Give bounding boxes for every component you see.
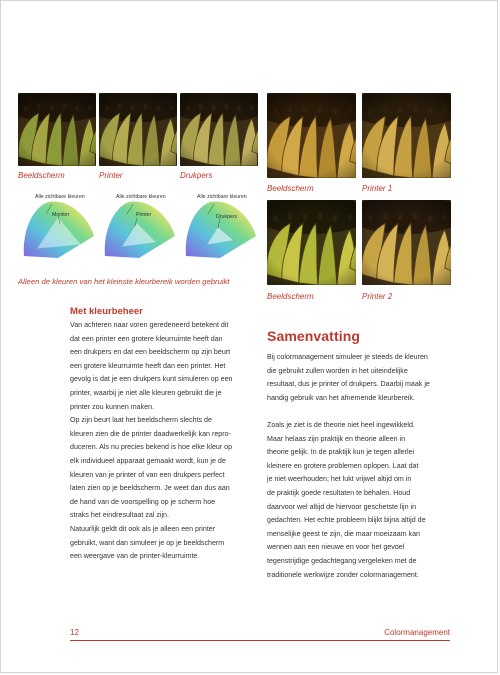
text-line: straks het eindresultaat zal zijn. [70, 511, 169, 520]
photo-drukpers-top [180, 93, 258, 166]
text-line: kleuren van je printer of van een drukpers perfect [70, 470, 225, 479]
page-number: 12 [70, 628, 79, 637]
caption-printer-1: Printer 1 [362, 184, 393, 193]
text-line: kleuren zien die de printer daadwerkelijk kan repro- [70, 429, 231, 438]
text-line: een drukpers en dat een beeldscherm op zijn beurt [70, 348, 231, 357]
photo-beeldscherm-1 [267, 93, 356, 178]
text-line: printer, waarbij je niet alle kleuren gebruikt die je [70, 388, 222, 397]
text-line: een weergave van de printer-kleurruimte. [70, 552, 200, 561]
text-line: menselijke geest te zijn, die maar moeizaam kan [267, 529, 420, 538]
photo-printer-top [99, 93, 177, 166]
text-line: een grotere kleurruimte heeft dan een printer. Het [70, 361, 226, 370]
gamut-label-all-colors-2: Alle zichtbare kleuren [116, 194, 166, 200]
caption-beeldscherm-1: Beeldscherm [267, 184, 314, 193]
caption-drukpers: Drukpers [180, 171, 213, 180]
caption-beeldscherm: Beeldscherm [18, 171, 65, 180]
text-line: Natuurlijk geldt dit ook als je alleen een printer [70, 524, 216, 533]
text-line: Op zijn beurt laat het beeldscherm slechts de [70, 416, 212, 425]
section-heading-samenvatting: Samenvatting [267, 328, 360, 344]
text-line: Zoals je ziet is de theorie niet heel ingewikkeld. [267, 420, 415, 429]
gamut-label-all-colors-3: Alle zichtbare kleuren [197, 194, 247, 200]
footer-rule [70, 640, 450, 641]
gamut-caption: Alleen de kleuren van het kleinste kleurbereik worden gebruikt [18, 277, 230, 286]
running-title: Colormanagement [384, 628, 450, 637]
gamut-diagram-drukpers [180, 196, 260, 260]
photo-beeldscherm-top [18, 93, 96, 166]
text-line: dat een printer een grotere kleurruimte heeft dan [70, 334, 223, 343]
caption-printer: Printer [99, 171, 123, 180]
text-line: tegenstrijdige gedachtegang vergeleken met de [267, 556, 417, 565]
body-text-left [70, 319, 232, 564]
text-line: printer zou kunnen maken. [70, 402, 154, 411]
text-line: traditionele werkwijze zonder colormanagement. [267, 570, 419, 579]
text-line: resultaat, dus je printer of drukpers. Daarbij maak je [267, 380, 430, 389]
photo-beeldscherm-2 [267, 200, 356, 285]
text-line: gevolg is dat je een drukpers kunt simuleren op een [70, 375, 233, 384]
gamut-label-printer: Printer [136, 212, 152, 218]
text-line: je niet weerhouden; het lukt vrijwel altijd om in [267, 475, 412, 484]
text-line: de hand van de voorspelling op je scherm hoe [70, 497, 216, 506]
text-line: laten zien op je beeldscherm. Je weet dan dus aan [70, 484, 230, 493]
body-text-right [267, 351, 430, 582]
section-heading-met-kleurbeheer: Met kleurbeheer [70, 306, 143, 317]
photo-printer-2 [362, 200, 451, 285]
text-line: elk individueel apparaat gemaakt wordt, kun je de [70, 456, 226, 465]
text-line: duceren. Als nu precies bekend is hoe elke kleur op [70, 443, 233, 452]
text-line: de praktijk goede resultaten te behalen. Houd [267, 488, 411, 497]
gamut-label-monitor: Monitor [52, 212, 70, 218]
text-line: gebruikt, want dan simuleer je op je beeldscherm [70, 538, 225, 547]
text-line: Van achteren naar voren geredeneerd betekent dit [70, 321, 229, 329]
photo-printer-1 [362, 93, 451, 178]
caption-printer-2: Printer 2 [362, 292, 393, 301]
text-line: Maar helaas zijn praktijk en theorie alleen in [267, 434, 406, 443]
text-line: kleinere en grotere problemen oplopen. Laat dat [267, 461, 419, 470]
gamut-label-all-colors-1: Alle zichtbare kleuren [35, 194, 85, 200]
text-line: Bij colormanagement simuleer je steeds de kleuren [267, 353, 428, 361]
gamut-diagram-monitor [18, 196, 98, 260]
text-line: daarvoor wel altijd de hiervoor geschetste lijn in [267, 502, 417, 511]
gamut-label-drukpers: Drukpers [216, 214, 238, 220]
caption-beeldscherm-2: Beeldscherm [267, 292, 314, 301]
text-line: theorie gelijk. In de praktijk kun je tegen allerlei [267, 448, 415, 457]
gamut-diagram-printer [99, 196, 179, 260]
text-line: die gebruikt zullen worden in het uiteindelijke [267, 366, 408, 375]
text-line: handig gebruik van het afnemende kleurbereik. [267, 393, 415, 402]
text-line: wennen aan een nieuwe en voor het gevoel [267, 543, 405, 552]
text-line: gedachten. Het echte probleem blijkt bijna altijd de [267, 516, 426, 525]
